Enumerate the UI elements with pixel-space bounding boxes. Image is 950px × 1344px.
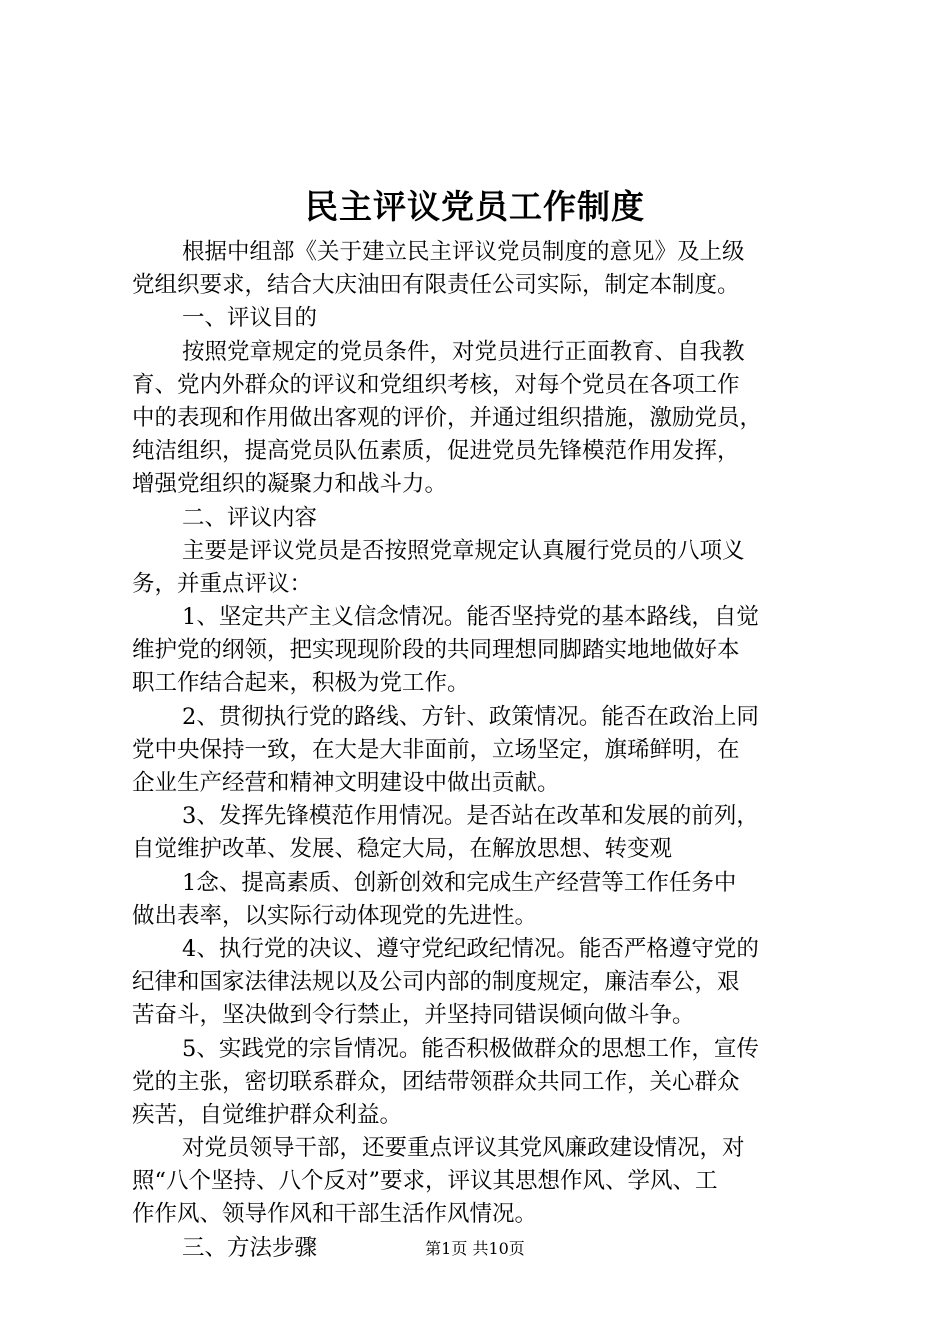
text-line: 纯洁组织，提高党员队伍素质，促进党员先锋模范作用发挥， <box>132 438 740 465</box>
text-line: 4、执行党的决议、遵守党纪政纪情况。能否严格遵守党的 <box>182 935 759 962</box>
text-line: 职工作结合起来，积极为党工作。 <box>132 670 470 697</box>
section-heading: 一、评议目的 <box>182 305 318 332</box>
section-heading: 二、评议内容 <box>182 504 318 531</box>
text-line: 按照党章规定的党员条件，对党员进行正面教育、自我教 <box>182 338 745 365</box>
text-line: 增强党组织的凝聚力和战斗力。 <box>132 471 448 498</box>
text-line: 疾苦，自觉维护群众利益。 <box>132 1101 403 1128</box>
text-line: 3、发挥先锋模范作用情况。是否站在改革和发展的前列， <box>182 803 759 830</box>
text-line: 对党员领导干部，还要重点评议其党风廉政建设情况，对 <box>182 1135 745 1162</box>
text-line: 做出表率，以实际行动体现党的先进性。 <box>132 902 538 929</box>
text-line: 中的表现和作用做出客观的评价，并通过组织措施，激励党员， <box>132 404 763 431</box>
text-line: 2、贯彻执行党的路线、方针、政策情况。能否在政治上同 <box>182 703 759 730</box>
text-line: 1、坚定共产主义信念情况。能否坚持党的基本路线，自觉 <box>182 604 759 631</box>
page-footer: 第1页 共10页 <box>425 1239 525 1258</box>
text-line: 维护党的纲领，把实现现阶段的共同理想同脚踏实地地做好本 <box>132 637 740 664</box>
text-line: 苦奋斗，坚决做到令行禁止，并坚持同错误倾向做斗争。 <box>132 1002 695 1029</box>
text-line: 1念、提高素质、创新创效和完成生产经营等工作任务中 <box>182 869 737 896</box>
text-line: 作作风、领导作风和干部生活作风情况。 <box>132 1201 538 1228</box>
text-line: 纪律和国家法律法规以及公司内部的制度规定，廉洁奉公，艰 <box>132 969 740 996</box>
text-line: 主要是评议党员是否按照党章规定认真履行党员的八项义 <box>182 537 745 564</box>
text-line: 照“八个坚持、八个反对”要求，评议其思想作风、学风、工 <box>132 1168 718 1195</box>
text-line: 5、实践党的宗旨情况。能否积极做群众的思想工作，宣传 <box>182 1035 759 1062</box>
section-heading: 三、方法步骤 <box>182 1234 318 1261</box>
document-title: 民主评议党员工作制度 <box>305 187 645 226</box>
text-line: 企业生产经营和精神文明建设中做出贡献。 <box>132 770 560 796</box>
text-line: 育、党内外群众的评议和党组织考核，对每个党员在各项工作 <box>132 371 740 398</box>
text-line: 党中央保持一致，在大是大非面前，立场坚定，旗琋鲜明，在 <box>132 736 740 763</box>
text-line: 务，并重点评议： <box>132 570 313 597</box>
text-line: 根据中组部《关于建立民主评议党员制度的意见》及上级 <box>182 239 745 265</box>
text-line: 自觉维护改革、发展、稳定大局，在解放思想、转变观 <box>132 836 673 863</box>
document-body <box>132 236 832 1265</box>
text-line: 党组织要求，结合大庆油田有限责任公司实际，制定本制度。 <box>132 272 740 299</box>
text-line: 党的主张，密切联系群众，团结带领群众共同工作，关心群众 <box>132 1068 740 1095</box>
